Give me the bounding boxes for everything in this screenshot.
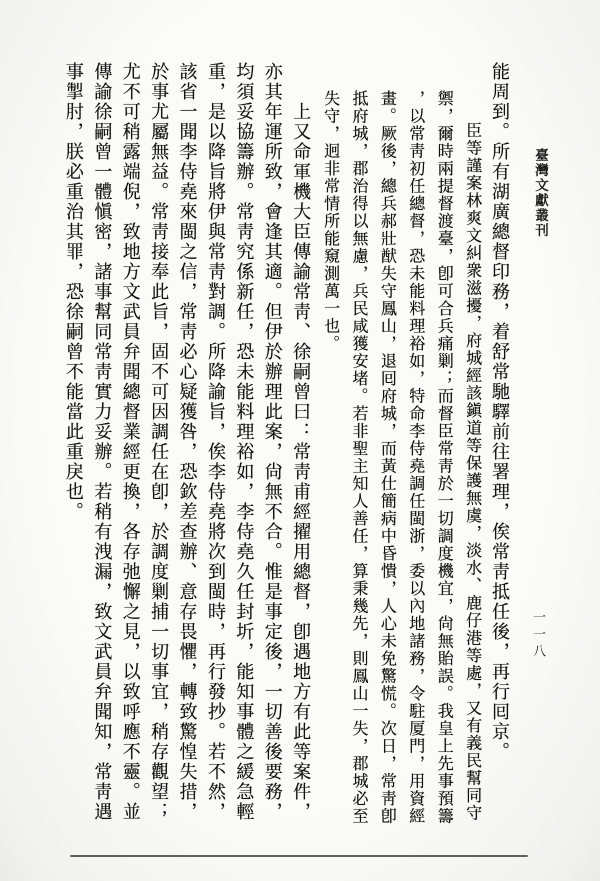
page-number: 一一八	[531, 610, 546, 661]
text-column-13: 於事尤屬無益。常靑接奉此旨，固不可因調任在卽，於調度剿捕一切事宜，稍存觀望；	[149, 62, 170, 822]
text-column-03: 禦，爾時兩提督渡臺，卽可合兵痛剿；而督臣常靑於一切調度機宜，尙無貽誤。我皇上先事預籌	[435, 90, 453, 825]
text-column-16: 事掣肘，朕必重治其罪，恐徐嗣曾不能當此重戾也。	[63, 62, 84, 522]
text-column-04: ，以常靑初任總督，恐未能料理裕如，特命李侍堯調任閩浙，委以內地諸務，令駐厦門，用資經	[406, 90, 424, 825]
text-column-05: 畫。厥後，總兵郝壯猷失守鳳山，退囘府城，而黃仕簡病中昏憒，人心未免驚慌。次日，常靑卽	[378, 90, 396, 825]
text-column-07: 失守，迥非常情所能窺測萬一也。	[321, 90, 339, 353]
text-column-14: 尤不可稍露端倪，致地方文武員弁聞總督業經更換，各存弛懈之見，以致呼應不靈。並	[120, 62, 141, 822]
text-column-09: 亦其年運所致，會逢其適。但伊於辦理此案，尙無不合。惟是事定後，一切善後要務，	[262, 62, 283, 822]
text-column-11: 重，是以降旨將伊與常靑對調。所降諭旨，俟李侍堯將次到閩時，再行發抄。若不然，	[205, 62, 226, 822]
text-column-02: 臣等謹案林爽文糾衆滋擾，府城經該鎭道等保護無虞，淡水、鹿仔港等處，又有義民幫同守	[463, 122, 481, 822]
page-bottom-rule	[70, 855, 528, 857]
text-column-12: 該省一聞李侍堯來閩之信，常靑必心疑獲咎，恐欽差查辦、意存畏懼，轉致驚惶失措，	[177, 62, 198, 822]
text-column-10: 均須妥協籌辦。常靑究係新任，恐未能料理裕如，李侍堯久任封圻，能知事體之緩急輕	[234, 62, 255, 822]
running-title: 臺灣文獻叢刊	[533, 148, 548, 238]
text-column-01: 能周到。所有湖廣總督印務，着舒常馳驛前往署理，俟常靑抵任後，再行囘京。	[490, 62, 510, 762]
body-text-block	[60, 62, 515, 840]
text-column-15: 傳諭徐嗣曾一體愼密，諸事幫同常靑實力妥辦。若稍有洩漏，致文武員弁聞知，常靑遇	[92, 62, 113, 822]
text-column-06: 抵府城，郡治得以無慮，兵民咸獲安堵。若非聖主知人善任，算秉幾先，則鳳山一失，郡城必至	[349, 90, 367, 825]
text-column-08: 上又命軍機大臣傳諭常靑、徐嗣曾曰：常靑甫經擢用總督，卽遇地方有此等案件，	[291, 102, 312, 822]
